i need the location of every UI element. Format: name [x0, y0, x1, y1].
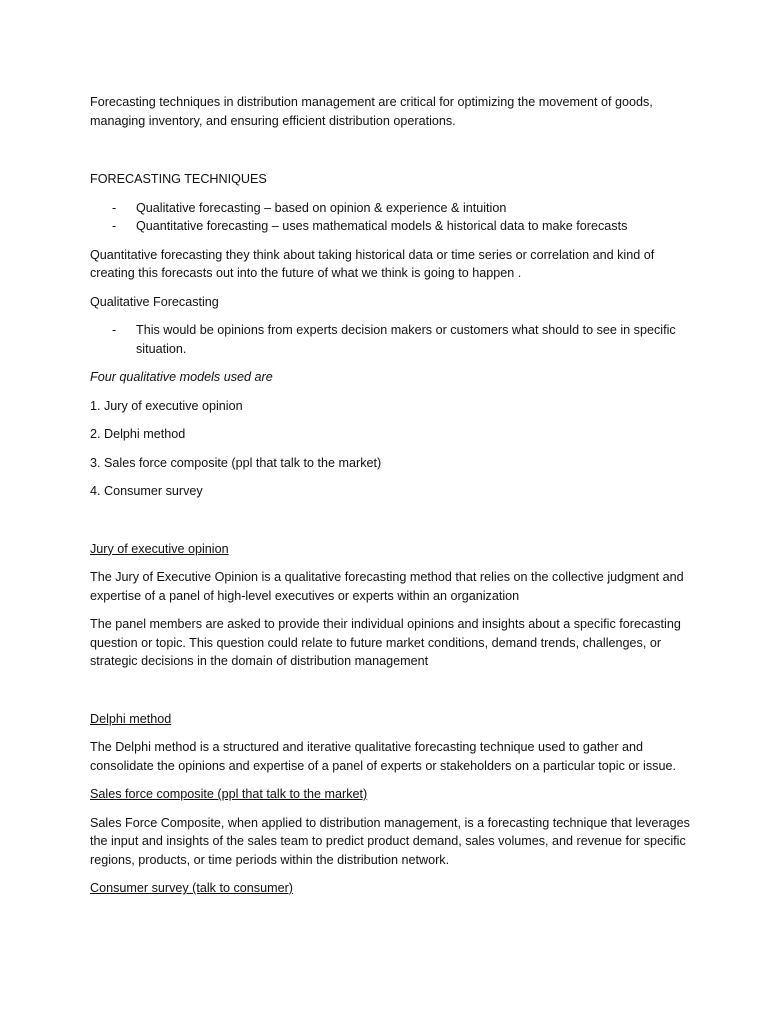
intro-paragraph: Forecasting techniques in distribution management are critical for optimizing the movement of goods, managing inventory, and ensuring efficient distribution operations.: [90, 95, 653, 128]
list-item: [90, 321, 690, 358]
list-item: [90, 217, 690, 236]
list-item-text: Quantitative forecasting – uses mathematical models & historical data to make forecasts: [136, 219, 628, 233]
list-item-text: Qualitative forecasting – based on opinion & experience & intuition: [136, 200, 507, 215]
techniques-heading: FORECASTING TECHNIQUES: [90, 172, 267, 186]
model-item: 3. Sales force composite (ppl that talk to the market): [90, 455, 382, 470]
consumer-survey-heading: Consumer survey (talk to consumer): [90, 881, 293, 895]
document-page: [90, 93, 690, 898]
bullet-dash: -: [112, 200, 117, 215]
bullet-dash: -: [112, 219, 117, 233]
list-item-text: This would be opinions from experts decision makers or customers what should to see in specific situation.: [136, 323, 676, 356]
delphi-paragraph: The Delphi method is a structured and iterative qualitative forecasting technique used to gather and consolidate the opinions and expertise of a panel of experts or stakeholders on a particular topic or issue.: [90, 740, 676, 773]
qualitative-heading: Qualitative Forecasting: [90, 294, 219, 309]
quantitative-note: Quantitative forecasting they think about taking historical data or time series or correlation and kind of creating this forecasts out into the future of what we think is going to happen .: [90, 247, 655, 280]
list-item: [90, 199, 690, 218]
bullet-dash: -: [112, 323, 117, 337]
jury-heading: Jury of executive opinion: [90, 541, 229, 556]
jury-paragraph-1: The Jury of Executive Opinion is a qualitative forecasting method that relies on the collective judgment and expertise of a panel of high-level executives or experts within an organization: [90, 570, 684, 603]
techniques-list: [90, 199, 690, 236]
sales-force-paragraph: Sales Force Composite, when applied to distribution management, is a forecasting technique that leverages the input and insights of the sales team to predict product demand, sales volumes, and revenue for specific regions, products, or time periods within the distribution network.: [90, 815, 690, 867]
model-item: 4. Consumer survey: [90, 484, 203, 498]
sales-force-heading: Sales force composite (ppl that talk to the market): [90, 787, 368, 801]
jury-paragraph-2: The panel members are asked to provide their individual opinions and insights about a specific forecasting question or topic. This question could relate to future market conditions, demand trends, challenges, or strategic decisions in the domain of distribution management: [90, 617, 681, 668]
model-item: 1. Jury of executive opinion: [90, 398, 243, 413]
qualitative-list: [90, 321, 690, 358]
models-heading: Four qualitative models used are: [90, 370, 273, 384]
model-item: 2. Delphi method: [90, 427, 186, 441]
delphi-heading: Delphi method: [90, 711, 172, 726]
